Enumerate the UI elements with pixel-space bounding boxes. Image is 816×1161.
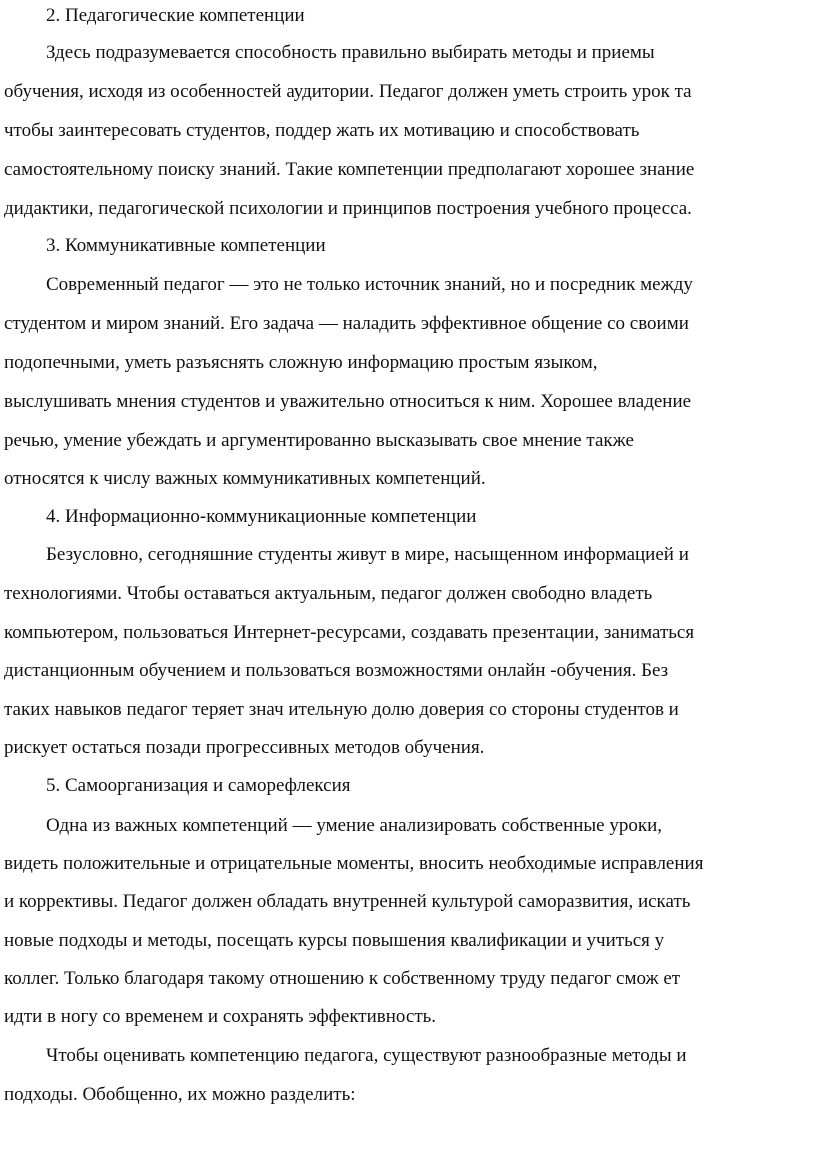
paragraph-line: чтобы заинтересовать студентов, поддер жать их мотивацию и способствовать [4,120,640,141]
paragraph-line: компьютером, пользоваться Интернет-ресурсами, создавать презентации, заниматься [4,622,695,643]
paragraph-line: выслушивать мнения студентов и уважительно относиться к ним. Хорошее владение [4,391,692,412]
paragraph-line: самостоятельному поиску знаний. Такие компетенции предполагают хорошее знание [4,159,695,180]
heading-communicative: 3. Коммуникативные компетенции [46,235,326,256]
heading-self-organization: 5. Самоорганизация и саморефлексия [46,775,351,796]
paragraph-line: Безусловно, сегодняшние студенты живут в мире, насыщенном информацией и [46,544,689,565]
paragraph-line: относятся к числу важных коммуникативных компетенций. [4,468,486,489]
paragraph-line: Здесь подразумевается способность правильно выбирать методы и приемы [46,42,655,63]
paragraph-line: дидактики, педагогической психологии и принципов построения учебного процесса. [4,198,692,219]
paragraph-line: подходы. Обобщенно, их можно разделить: [4,1084,356,1105]
paragraph-line: новые подходы и методы, посещать курсы повышения квалификации и учиться у [4,930,665,951]
paragraph-line: Чтобы оценивать компетенцию педагога, существуют разнообразные методы и [46,1045,687,1066]
paragraph-line: и коррективы. Педагог должен обладать внутренней культурой саморазвития, искать [4,891,691,912]
paragraph-line: дистанционным обучением и пользоваться возможностями онлайн -обучения. Без [4,660,669,681]
paragraph-line: рискует остаться позади прогрессивных методов обучения. [4,737,485,758]
heading-pedagogical: 2. Педагогические компетенции [46,5,305,26]
paragraph-line: таких навыков педагог теряет знач ительную долю доверия со стороны студентов и [4,699,679,720]
paragraph-line: технологиями. Чтобы оставаться актуальным, педагог должен свободно владеть [4,583,653,604]
paragraph-line: речью, умение убеждать и аргументированно высказывать свое мнение также [4,430,634,451]
heading-ict: 4. Информационно-коммуникационные компетенции [46,506,477,527]
paragraph-line: обучения, исходя из особенностей аудитории. Педагог должен уметь строить урок та [4,81,692,102]
paragraph-line: коллег. Только благодаря такому отношению к собственному труду педагог смож ет [4,968,681,989]
paragraph-line: Одна из важных компетенций — умение анализировать собственные уроки, [46,815,663,836]
paragraph-line: идти в ногу со временем и сохранять эффективность. [4,1006,437,1027]
paragraph-line: видеть положительные и отрицательные моменты, вносить необходимые исправления [4,853,704,874]
paragraph-line: подопечными, уметь разъяснять сложную информацию простым языком, [4,352,598,373]
paragraph-line: студентом и миром знаний. Его задача — наладить эффективное общение со своими [4,313,689,334]
paragraph-line: Современный педагог — это не только источник знаний, но и посредник между [46,274,693,295]
